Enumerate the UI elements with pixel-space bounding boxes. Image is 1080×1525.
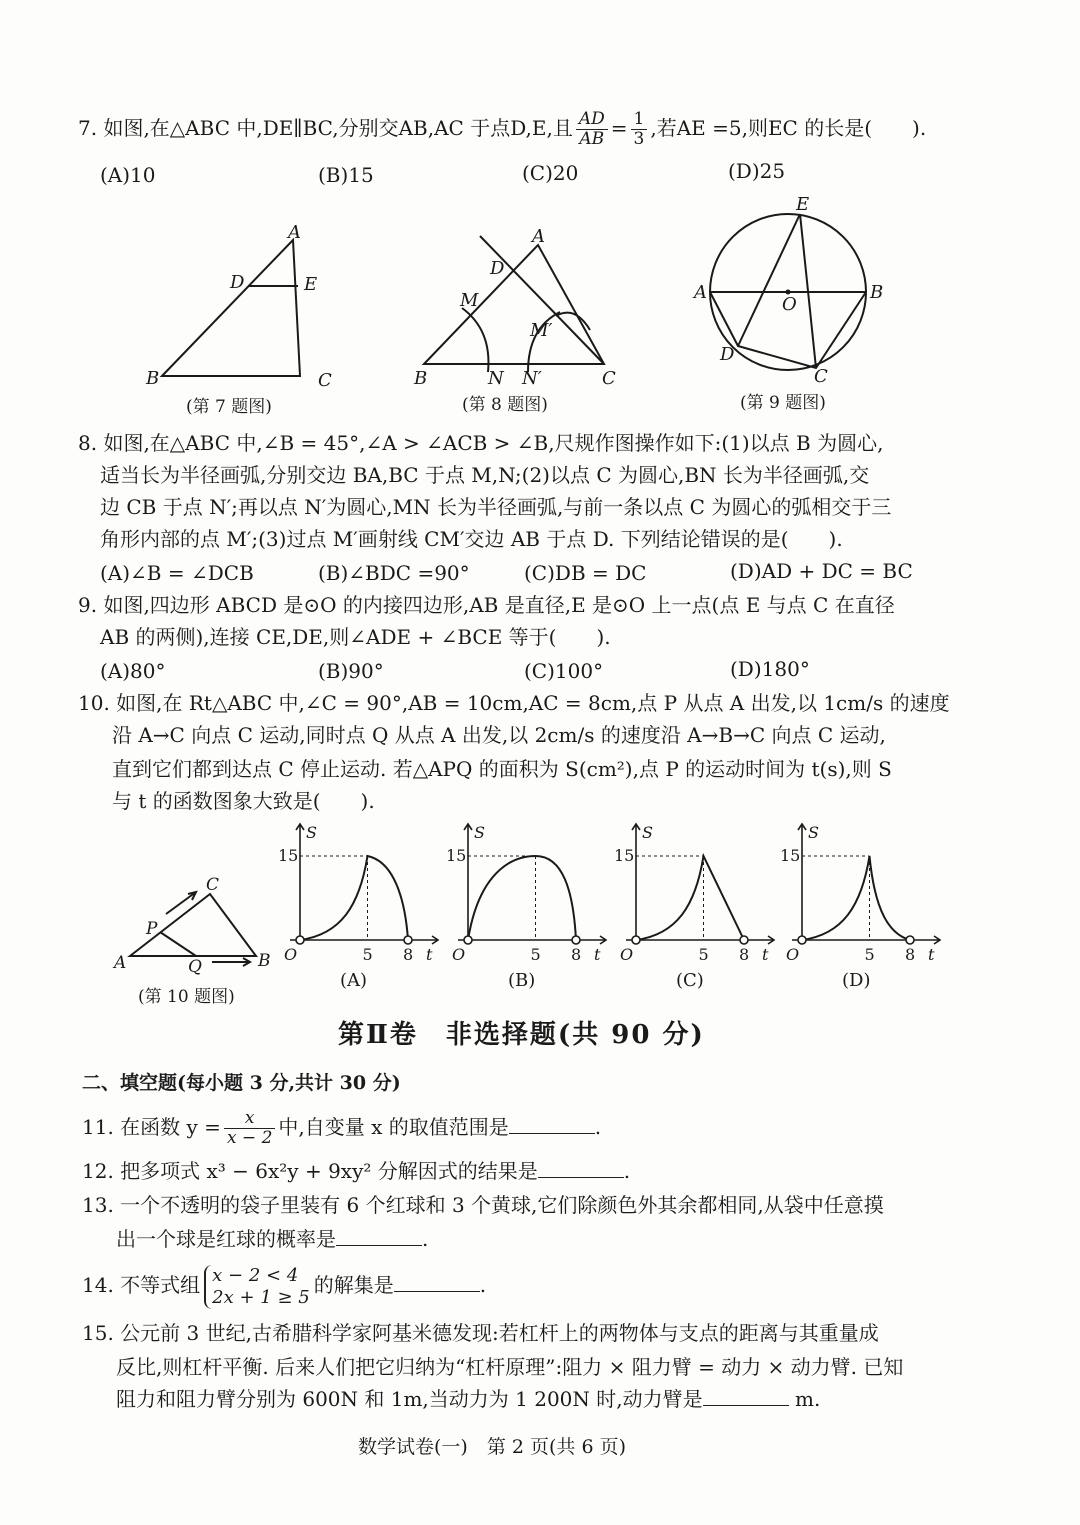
graph-curve-a [300,856,408,940]
q14-text-post: 的解集是 [313,1273,394,1297]
graph-curve-c [636,856,744,940]
q14-inequality-1: x − 2 < 4 [212,1264,299,1286]
figures-7-8-9 [0,0,1080,420]
graph-option-label: (D) [842,970,871,991]
q11 [82,1108,601,1148]
fig8-label-a: A [532,226,545,247]
q8-option-c: (C)DB = DC [524,561,647,585]
fig8-arc-n2 [556,313,590,330]
q11-text-pre: 11. 在函数 y = [82,1115,221,1139]
q9-option-b: (B)90° [318,659,384,683]
graph-option-label: (B) [508,970,536,991]
q15-answer-blank[interactable] [703,1387,789,1406]
graph-tick-5: 5 [698,945,709,964]
q9-line-1: 9. 如图,四边形 ABCD 是⊙O 的内接四边形,AB 是直径,E 是⊙O 上一点(点 E 与点 C 在直径 [78,593,895,617]
fig10-label-b: B [258,951,271,971]
q7-equals: = [610,116,628,140]
fig10-segment-pq [160,932,196,956]
fig8-arc-mn [462,308,488,372]
section-2-title: 第Ⅱ卷 非选择题(共 90 分) [338,1020,705,1050]
q12-answer-blank[interactable] [538,1159,624,1178]
q15-line-2: 反比,则杠杆平衡. 后来人们把它归纳为“杠杆原理”:阻力 × 阻力臂 = 动力 × 动力臂. 已知 [116,1355,904,1379]
fig10-label-p: P [146,919,158,939]
q8-line-4: 角形内部的点 M′;(3)过点 M′画射线 CM′交边 AB 于点 D. 下列结论错误的是( ). [100,527,843,551]
graph-origin-label: O [620,945,634,964]
graph-axis-label-t: t [762,945,769,964]
fig9-segment-de [738,214,800,346]
graph-axis-label-t: t [594,945,601,964]
q13-line-2 [116,1226,428,1252]
q10-figures [0,810,1080,1000]
q8-line-3: 边 CB 于点 N′;再以点 N′为圆心,MN 长为半径画弧,与前一条以点 C 为圆心的弧相交于三 [100,495,892,519]
fig9-label-o: O [782,294,797,315]
fig8-label-m: M [460,290,479,311]
graph-tick-8: 8 [905,945,916,964]
q12-end: . [623,1159,631,1183]
fig7-label-d: D [230,272,245,293]
fig9-label-a: A [694,282,707,303]
q9-option-a: (A)80° [100,659,166,683]
q7-text-post: ,若AE =5,则EC 的长是( ). [650,116,927,140]
fig8-triangle [424,245,604,364]
fig8-label-n: N [488,368,504,389]
q8-option-b: (B)∠BDC =90° [318,561,470,585]
q13-answer-blank[interactable] [336,1227,422,1246]
fig7-triangle [162,240,300,376]
q12 [82,1158,630,1184]
q13-line-1: 13. 一个不透明的袋子里装有 6 个红球和 3 个黄球,它们除颜色外其余都相同,从袋中任意摸 [82,1193,884,1217]
graph-open-point-end [740,936,748,944]
fig10-label-a: A [114,953,127,973]
fig9-caption: (第 9 题图) [740,393,826,413]
q10-line-2: 沿 A→C 向点 C 运动,同时点 Q 从点 A 出发,以 2cm/s 的速度沿 A→B→C 向点 C 运动, [112,723,886,747]
graph-open-point-start [464,936,472,944]
q7-option-c: (C)20 [522,161,579,185]
graph-axis-label-t: t [426,945,433,964]
graph-open-point-start [798,936,806,944]
frac-numerator: x [224,1109,275,1129]
q8-option-d: (D)AD + DC = BC [730,559,913,583]
fig9-label-b: B [870,282,884,303]
fig8-label-n-prime: N′ [522,368,542,389]
fig10-label-q: Q [188,957,202,977]
graph-tick-8: 8 [739,945,750,964]
q14-answer-blank[interactable] [394,1273,480,1292]
page-footer: 数学试卷(一) 第 2 页(共 6 页) [358,1436,626,1458]
fig10-caption: (第 10 题图) [138,987,235,1007]
graph-open-point-start [632,936,640,944]
fig9-label-c: C [814,366,828,387]
q8-line-1: 8. 如图,在△ABC 中,∠B = 45°,∠A > ∠ACB > ∠B,尺规作图操作如下:(1)以点 B 为圆心, [78,431,884,455]
q7-text-pre: 7. 如图,在△ABC 中,DE∥BC,分别交AB,AC 于点D,E,且 [78,116,573,140]
fig7-label-c: C [318,370,332,391]
q7-option-a: (A)10 [100,163,156,187]
graph-axis-label-s: S [474,823,485,842]
fig9-label-e: E [796,194,810,215]
q13-text: 出一个球是红球的概率是 [116,1227,336,1251]
q9-line-2: AB 的两侧),连接 CE,DE,则∠ADE + ∠BCE 等于( ). [100,625,611,649]
q12-text: 12. 把多项式 x³ − 6x²y + 9xy² 分解因式的结果是 [82,1159,538,1183]
graph-tick-15: 15 [446,846,467,865]
graph-tick-15: 15 [780,846,801,865]
fig8-label-d: D [490,258,505,279]
graph-axis-label-s: S [808,823,819,842]
fig7-label-a: A [288,222,301,243]
q14 [82,1262,486,1309]
q7-option-d: (D)25 [728,159,786,183]
q14-inequality-2: 2x + 1 ≥ 5 [212,1286,310,1308]
graph-tick-5: 5 [530,945,541,964]
q15-line-3 [116,1386,820,1412]
q13-end: . [422,1227,429,1251]
graph-origin-label: O [284,945,298,964]
q15-text: 阻力和阻力臂分别为 600N 和 1m,当动力为 1 200N 时,动力臂是 [116,1387,703,1411]
graph-tick-8: 8 [403,945,414,964]
q9-option-d: (D)180° [730,657,810,681]
graph-tick-15: 15 [278,846,299,865]
q8-line-2: 适当长为半径画弧,分别交边 BA,BC 于点 M,N;(2)以点 C 为圆心,BN 长为半径画弧,交 [100,463,870,487]
q14-text-pre: 14. 不等式组 [82,1273,201,1297]
graph-curve-b [468,856,576,940]
fig7-label-b: B [146,368,160,389]
q14-end: . [479,1273,487,1297]
fig7-caption: (第 7 题图) [186,397,272,417]
graph-option-label: (A) [340,970,368,991]
frac-denominator: AB [579,129,605,149]
q15-line-1: 15. 公元前 3 世纪,古希腊科学家阿基米德发现:若杠杆上的两物体与支点的距离与其重量成 [82,1321,879,1345]
q8-option-a: (A)∠B = ∠DCB [100,561,254,585]
fill-blank-heading: 二、填空题(每小题 3 分,共计 30 分) [82,1072,401,1094]
fig8-ray-cm [480,236,604,364]
q11-answer-blank[interactable] [509,1115,595,1134]
frac-numerator: AD [576,110,608,130]
graph-axis-label-s: S [642,823,653,842]
q11-end: . [594,1115,602,1139]
fig9-label-d: D [720,344,735,365]
fig10-arrow-p [166,892,196,914]
q9-option-c: (C)100° [524,659,604,683]
q11-fraction [224,1109,275,1148]
q15-end: m. [788,1387,821,1411]
graph-axis-label-s: S [306,823,317,842]
graph-tick-5: 5 [864,945,875,964]
fig8-label-c: C [602,368,616,389]
graph-option-label: (C) [676,970,704,991]
frac-numerator: 1 [631,110,648,130]
q11-text-post: 中,自变量 x 的取值范围是 [278,1115,509,1139]
graph-tick-5: 5 [362,945,373,964]
q10-line-4: 与 t 的函数图象大致是( ). [112,789,375,813]
q10-line-3: 直到它们都到达点 C 停止运动. 若△APQ 的面积为 S(cm²),点 P 的运动时间为 t(s),则 S [112,757,892,781]
graph-curve-d [802,856,910,940]
graph-origin-label: O [786,945,800,964]
graph-tick-15: 15 [614,846,635,865]
graph-tick-8: 8 [571,945,582,964]
graph-open-point-end [404,936,412,944]
fig7-label-e: E [304,274,318,295]
graph-open-point-start [296,936,304,944]
graph-open-point-end [906,936,914,944]
fig8-label-b: B [414,368,428,389]
fig8-label-m-prime: M′ [530,320,553,341]
frac-denominator: 3 [633,129,645,149]
fig8-caption: (第 8 题图) [462,395,548,415]
q14-inequality-system [204,1265,310,1309]
graph-axis-label-t: t [928,945,935,964]
q10-line-1: 10. 如图,在 Rt△ABC 中,∠C = 90°,AB = 10cm,AC = 8cm,点 P 从点 A 出发,以 1cm/s 的速度 [78,691,950,715]
frac-denominator: x − 2 [226,1128,273,1148]
graph-origin-label: O [452,945,466,964]
q7-option-b: (B)15 [318,163,374,187]
fig10-label-c: C [206,875,220,895]
graph-open-point-end [572,936,580,944]
